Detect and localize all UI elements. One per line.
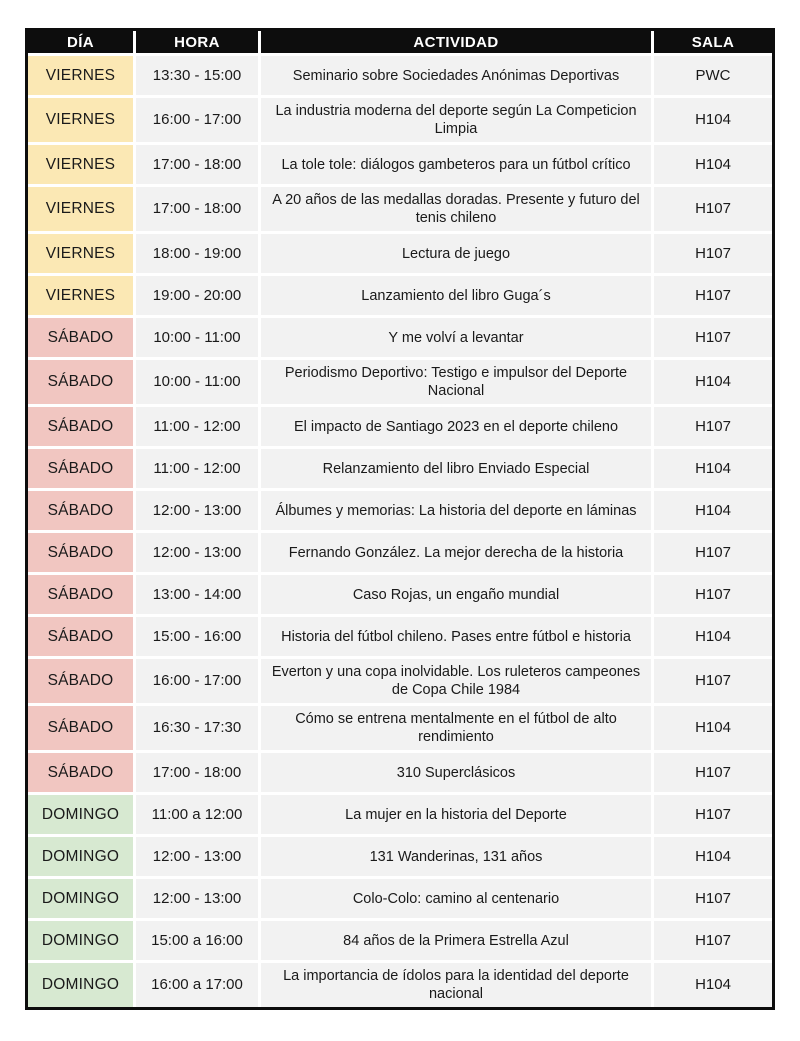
schedule-table (25, 28, 775, 1010)
activity-cell: Relanzamiento del libro Enviado Especial (261, 449, 651, 488)
room-cell: H104 (654, 145, 772, 184)
time-cell: 16:00 - 17:00 (136, 659, 258, 703)
time-cell: 11:00 - 12:00 (136, 449, 258, 488)
room-cell: H107 (654, 879, 772, 918)
time-cell: 11:00 - 12:00 (136, 407, 258, 446)
header-cell-actividad: ACTIVIDAD (261, 31, 651, 53)
time-cell: 10:00 - 11:00 (136, 360, 258, 404)
day-cell: DOMINGO (28, 795, 133, 834)
room-cell: H107 (654, 187, 772, 231)
time-cell: 15:00 a 16:00 (136, 921, 258, 960)
day-cell: VIERNES (28, 56, 133, 95)
activity-cell: Lectura de juego (261, 234, 651, 273)
activity-cell: Periodismo Deportivo: Testigo e impulsor del Deporte Nacional (261, 360, 651, 404)
activity-cell: Everton y una copa inolvidable. Los ruleteros campeones de Copa Chile 1984 (261, 659, 651, 703)
room-cell: H104 (654, 706, 772, 750)
activity-cell: Lanzamiento del libro Guga´s (261, 276, 651, 315)
header-cell-sala: SALA (654, 31, 772, 53)
time-cell: 13:30 - 15:00 (136, 56, 258, 95)
day-cell: SÁBADO (28, 706, 133, 750)
room-cell: H104 (654, 617, 772, 656)
room-cell: H107 (654, 318, 772, 357)
room-cell: H107 (654, 575, 772, 614)
time-cell: 12:00 - 13:00 (136, 533, 258, 572)
room-cell: H107 (654, 659, 772, 703)
time-cell: 12:00 - 13:00 (136, 491, 258, 530)
day-cell: VIERNES (28, 187, 133, 231)
time-cell: 13:00 - 14:00 (136, 575, 258, 614)
day-cell: SÁBADO (28, 318, 133, 357)
header-cell-dia: DÍA (28, 31, 133, 53)
activity-cell: A 20 años de las medallas doradas. Presente y futuro del tenis chileno (261, 187, 651, 231)
time-cell: 19:00 - 20:00 (136, 276, 258, 315)
time-cell: 16:00 a 17:00 (136, 963, 258, 1007)
room-cell: H104 (654, 360, 772, 404)
room-cell: H104 (654, 98, 772, 142)
room-cell: H107 (654, 533, 772, 572)
activity-cell: El impacto de Santiago 2023 en el deporte chileno (261, 407, 651, 446)
activity-cell: 310 Superclásicos (261, 753, 651, 792)
activity-cell: Fernando González. La mejor derecha de la historia (261, 533, 651, 572)
day-cell: SÁBADO (28, 407, 133, 446)
day-cell: SÁBADO (28, 491, 133, 530)
room-cell: H107 (654, 753, 772, 792)
room-cell: H104 (654, 491, 772, 530)
day-cell: VIERNES (28, 234, 133, 273)
day-cell: SÁBADO (28, 753, 133, 792)
activity-cell: La mujer en la historia del Deporte (261, 795, 651, 834)
room-cell: H107 (654, 795, 772, 834)
time-cell: 15:00 - 16:00 (136, 617, 258, 656)
activity-cell: Caso Rojas, un engaño mundial (261, 575, 651, 614)
activity-cell: La importancia de ídolos para la identidad del deporte nacional (261, 963, 651, 1007)
time-cell: 16:00 - 17:00 (136, 98, 258, 142)
time-cell: 16:30 - 17:30 (136, 706, 258, 750)
day-cell: VIERNES (28, 145, 133, 184)
time-cell: 10:00 - 11:00 (136, 318, 258, 357)
time-cell: 11:00 a 12:00 (136, 795, 258, 834)
activity-cell: La tole tole: diálogos gambeteros para un fútbol crítico (261, 145, 651, 184)
time-cell: 12:00 - 13:00 (136, 837, 258, 876)
room-cell: H104 (654, 963, 772, 1007)
room-cell: H107 (654, 921, 772, 960)
header-cell-hora: HORA (136, 31, 258, 53)
day-cell: VIERNES (28, 98, 133, 142)
day-cell: DOMINGO (28, 963, 133, 1007)
day-cell: DOMINGO (28, 921, 133, 960)
activity-cell: La industria moderna del deporte según La Competicion Limpia (261, 98, 651, 142)
day-cell: SÁBADO (28, 575, 133, 614)
room-cell: H104 (654, 837, 772, 876)
room-cell: H107 (654, 234, 772, 273)
room-cell: H107 (654, 407, 772, 446)
room-cell: PWC (654, 56, 772, 95)
day-cell: SÁBADO (28, 617, 133, 656)
activity-cell: Cómo se entrena mentalmente en el fútbol de alto rendimiento (261, 706, 651, 750)
day-cell: SÁBADO (28, 533, 133, 572)
time-cell: 17:00 - 18:00 (136, 187, 258, 231)
day-cell: SÁBADO (28, 659, 133, 703)
day-cell: VIERNES (28, 276, 133, 315)
room-cell: H107 (654, 276, 772, 315)
time-cell: 17:00 - 18:00 (136, 145, 258, 184)
day-cell: DOMINGO (28, 837, 133, 876)
activity-cell: 84 años de la Primera Estrella Azul (261, 921, 651, 960)
activity-cell: Álbumes y memorias: La historia del deporte en láminas (261, 491, 651, 530)
activity-cell: Seminario sobre Sociedades Anónimas Deportivas (261, 56, 651, 95)
day-cell: SÁBADO (28, 449, 133, 488)
activity-cell: Colo-Colo: camino al centenario (261, 879, 651, 918)
day-cell: SÁBADO (28, 360, 133, 404)
activity-cell: Historia del fútbol chileno. Pases entre fútbol e historia (261, 617, 651, 656)
time-cell: 18:00 - 19:00 (136, 234, 258, 273)
time-cell: 12:00 - 13:00 (136, 879, 258, 918)
activity-cell: 131 Wanderinas, 131 años (261, 837, 651, 876)
day-cell: DOMINGO (28, 879, 133, 918)
activity-cell: Y me volví a levantar (261, 318, 651, 357)
room-cell: H104 (654, 449, 772, 488)
time-cell: 17:00 - 18:00 (136, 753, 258, 792)
